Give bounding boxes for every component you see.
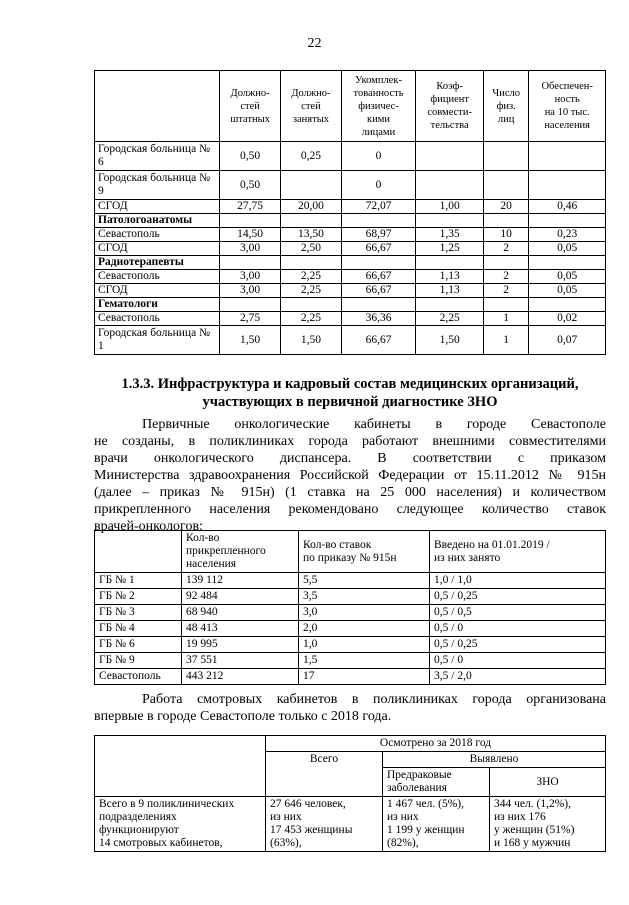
- column-header: Введено на 01.01.2019 / из них занято: [430, 531, 606, 573]
- table-cell: 20: [484, 200, 529, 214]
- row-label: Городская больница № 1: [95, 326, 220, 355]
- table-cell: 0,5 / 0,25: [430, 637, 606, 653]
- table-row: [95, 669, 606, 685]
- table-cell: 2,0: [299, 621, 430, 637]
- table-cell: 27 646 человек, из них 17 453 женщины (63%),: [266, 797, 383, 852]
- table-cell: [484, 142, 529, 171]
- table-cell: 1,13: [416, 284, 484, 298]
- table-cell: [416, 142, 484, 171]
- table-cell: 1,50: [416, 326, 484, 355]
- column-header: Должно- стей занятых: [281, 71, 341, 142]
- screening-results-table: [94, 735, 606, 852]
- table-cell: [416, 214, 484, 228]
- row-label: Севастополь: [95, 270, 220, 284]
- paragraph-line: Первичные онкологические кабинеты в городе Севастополе: [142, 417, 606, 432]
- column-header: [95, 736, 266, 797]
- table-cell: 66,67: [341, 326, 416, 355]
- table-cell: 0,25: [281, 142, 341, 171]
- table-cell: 0,50: [220, 171, 281, 200]
- table-row: [95, 242, 606, 256]
- table-cell: [484, 298, 529, 312]
- table-cell: [341, 214, 416, 228]
- table-cell: 66,67: [341, 242, 416, 256]
- column-header: ЗНО: [490, 768, 606, 797]
- table-cell: 1,25: [416, 242, 484, 256]
- paragraph-primary-cabinets: [94, 416, 606, 535]
- table-row: [95, 653, 606, 669]
- table-cell: 2,25: [281, 270, 341, 284]
- row-label: Городская больница № 9: [95, 171, 220, 200]
- table-cell: 37 551: [182, 653, 299, 669]
- table-row: [95, 797, 606, 852]
- table-cell: 3,00: [220, 284, 281, 298]
- table-cell: 0,5 / 0: [430, 621, 606, 637]
- table-cell: [281, 298, 341, 312]
- table-cell: [484, 214, 529, 228]
- paragraph-line: впервые в городе Севастополе только с 2018 года.: [94, 709, 392, 724]
- row-label: ГБ № 4: [95, 621, 182, 637]
- row-label: ГБ № 6: [95, 637, 182, 653]
- table-cell: [529, 256, 606, 270]
- paragraph-line: не созданы, в поликлиниках города работают внешними совместителями: [94, 434, 606, 449]
- table-row: [95, 171, 606, 200]
- table-cell: 68,97: [341, 228, 416, 242]
- table-cell: 0,05: [529, 284, 606, 298]
- table-cell: 68 940: [182, 605, 299, 621]
- table-cell: 3,5: [299, 589, 430, 605]
- table-cell: [281, 214, 341, 228]
- table-header-row: [95, 531, 606, 573]
- table-row: [95, 284, 606, 298]
- table-cell: 1: [484, 312, 529, 326]
- table-cell: 0,23: [529, 228, 606, 242]
- table-cell: [529, 298, 606, 312]
- table-row: [95, 270, 606, 284]
- table-cell: 2,75: [220, 312, 281, 326]
- table-cell: 2: [484, 284, 529, 298]
- table-cell: 1,13: [416, 270, 484, 284]
- column-header: Укомплек- тованность физичес- кими лицами: [341, 71, 416, 142]
- table-row: [95, 312, 606, 326]
- paragraph-screening-rooms: [94, 691, 606, 725]
- section-label: Гематологи: [95, 298, 220, 312]
- paragraph-line: Работа смотровых кабинетов в поликлиниках города организована: [142, 692, 606, 707]
- section-heading-line: 1.3.3. Инфраструктура и кадровый состав медицинских организаций,: [121, 376, 579, 392]
- column-header: Обеспечен- ность на 10 тыс. населения: [529, 71, 606, 142]
- column-header: Коэф- фициент совмести- тельства: [416, 71, 484, 142]
- table-row: [95, 605, 606, 621]
- section-row: [95, 298, 606, 312]
- section-heading-line: участвующих в первичной диагностике ЗНО: [202, 394, 498, 410]
- table-cell: [416, 298, 484, 312]
- table-cell: [220, 298, 281, 312]
- table-cell: 27,75: [220, 200, 281, 214]
- table-cell: 1,00: [416, 200, 484, 214]
- table-cell: 10: [484, 228, 529, 242]
- table-cell: 0,02: [529, 312, 606, 326]
- paragraph-line: врачи онкологического диспансера. В соответствии с приказом: [94, 451, 606, 466]
- table-cell: [220, 256, 281, 270]
- column-header: Выявлено: [383, 752, 606, 768]
- table-cell: 443 212: [182, 669, 299, 685]
- table-cell: Всего в 9 поликлинических подразделениях функционируют 14 смотровых кабинетов,: [95, 797, 266, 852]
- table-cell: 1: [484, 326, 529, 355]
- row-label: ГБ № 2: [95, 589, 182, 605]
- table-cell: [341, 298, 416, 312]
- column-header: [95, 71, 220, 142]
- table-cell: 3,5 / 2,0: [430, 669, 606, 685]
- table-cell: 17: [299, 669, 430, 685]
- table-cell: 0,05: [529, 242, 606, 256]
- table-cell: 1,5: [299, 653, 430, 669]
- row-label: ГБ № 1: [95, 573, 182, 589]
- table-cell: 2,25: [281, 284, 341, 298]
- table-cell: 36,36: [341, 312, 416, 326]
- row-label: СГОД: [95, 284, 220, 298]
- table-row: [95, 228, 606, 242]
- table-cell: 0,50: [220, 142, 281, 171]
- column-header: [95, 531, 182, 573]
- section-heading: [94, 375, 606, 411]
- table-cell: 1,0: [299, 637, 430, 653]
- table-cell: 5,5: [299, 573, 430, 589]
- table-cell: 1,0 / 1,0: [430, 573, 606, 589]
- table-cell: 0: [341, 171, 416, 200]
- table-cell: 0,05: [529, 270, 606, 284]
- paragraph-line: (далее – приказ № 915н) (1 ставка на 25 000 населения) и количеством: [94, 485, 606, 500]
- table-cell: [529, 142, 606, 171]
- table-cell: [341, 256, 416, 270]
- column-header: Число физ. лиц: [484, 71, 529, 142]
- table-cell: [484, 256, 529, 270]
- row-label: ГБ № 9: [95, 653, 182, 669]
- table-cell: 344 чел. (1,2%), из них 176 у женщин (51%) и 168 у мужчин: [490, 797, 606, 852]
- column-header: Кол-во ставок по приказу № 915н: [299, 531, 430, 573]
- row-label: Севастополь: [95, 669, 182, 685]
- table-cell: 0,46: [529, 200, 606, 214]
- section-row: [95, 214, 606, 228]
- table-cell: 72,07: [341, 200, 416, 214]
- table-cell: 3,00: [220, 242, 281, 256]
- table-cell: [484, 171, 529, 200]
- table-cell: 92 484: [182, 589, 299, 605]
- table-row: [95, 200, 606, 214]
- oncology-staff-table: [94, 70, 606, 355]
- section-row: [95, 256, 606, 270]
- table-cell: 19 995: [182, 637, 299, 653]
- table-cell: 0,5 / 0,5: [430, 605, 606, 621]
- row-label: ГБ № 3: [95, 605, 182, 621]
- table-cell: 2,25: [416, 312, 484, 326]
- paragraph-line: Министерства здравоохранения Российской Федерации от 15.11.2012 № 915н: [94, 468, 606, 483]
- table-cell: 0,5 / 0,25: [430, 589, 606, 605]
- paragraph-line: прикрепленного населения рекомендовано следующее количество ставок: [94, 502, 606, 517]
- oncologist-rates-table: [94, 530, 606, 685]
- table-cell: 66,67: [341, 270, 416, 284]
- table-cell: 1 467 чел. (5%), из них 1 199 у женщин (82%),: [383, 797, 490, 852]
- table-header-row: [95, 736, 606, 752]
- table-row: [95, 621, 606, 637]
- table-cell: 2,25: [281, 312, 341, 326]
- section-label: Радиотерапевты: [95, 256, 220, 270]
- table-cell: 0,07: [529, 326, 606, 355]
- column-header: Должно- стей штатных: [220, 71, 281, 142]
- table-cell: [220, 214, 281, 228]
- table-cell: [281, 171, 341, 200]
- table-row: [95, 142, 606, 171]
- column-header: Осмотрено за 2018 год: [266, 736, 606, 752]
- table-cell: 2,50: [281, 242, 341, 256]
- column-header: Предраковые заболевания: [383, 768, 490, 797]
- row-label: Городская больница № 6: [95, 142, 220, 171]
- table-cell: 0: [341, 142, 416, 171]
- table-header-row: [95, 71, 606, 142]
- table-cell: [529, 214, 606, 228]
- paragraph-line: врачей-онкологов:: [94, 519, 203, 534]
- table-cell: 20,00: [281, 200, 341, 214]
- table-cell: 3,00: [220, 270, 281, 284]
- page-number: 22: [307, 36, 322, 51]
- row-label: Севастополь: [95, 228, 220, 242]
- table-cell: 48 413: [182, 621, 299, 637]
- table-cell: [416, 256, 484, 270]
- table-cell: 1,35: [416, 228, 484, 242]
- column-header: Всего: [266, 752, 383, 797]
- table-row: [95, 589, 606, 605]
- table-cell: 2: [484, 242, 529, 256]
- table-cell: 66,67: [341, 284, 416, 298]
- table-cell: 1,50: [281, 326, 341, 355]
- table-cell: 139 112: [182, 573, 299, 589]
- table-cell: [529, 171, 606, 200]
- column-header: Кол-во прикрепленного населения: [182, 531, 299, 573]
- table-cell: 13,50: [281, 228, 341, 242]
- table-cell: 3,0: [299, 605, 430, 621]
- table-row: [95, 326, 606, 355]
- table-cell: [416, 171, 484, 200]
- table-cell: 1,50: [220, 326, 281, 355]
- table-cell: [281, 256, 341, 270]
- table-cell: 14,50: [220, 228, 281, 242]
- row-label: СГОД: [95, 242, 220, 256]
- row-label: СГОД: [95, 200, 220, 214]
- table-cell: 0,5 / 0: [430, 653, 606, 669]
- table-row: [95, 573, 606, 589]
- table-row: [95, 637, 606, 653]
- section-label: Патологоанатомы: [95, 214, 220, 228]
- row-label: Севастополь: [95, 312, 220, 326]
- table-cell: 2: [484, 270, 529, 284]
